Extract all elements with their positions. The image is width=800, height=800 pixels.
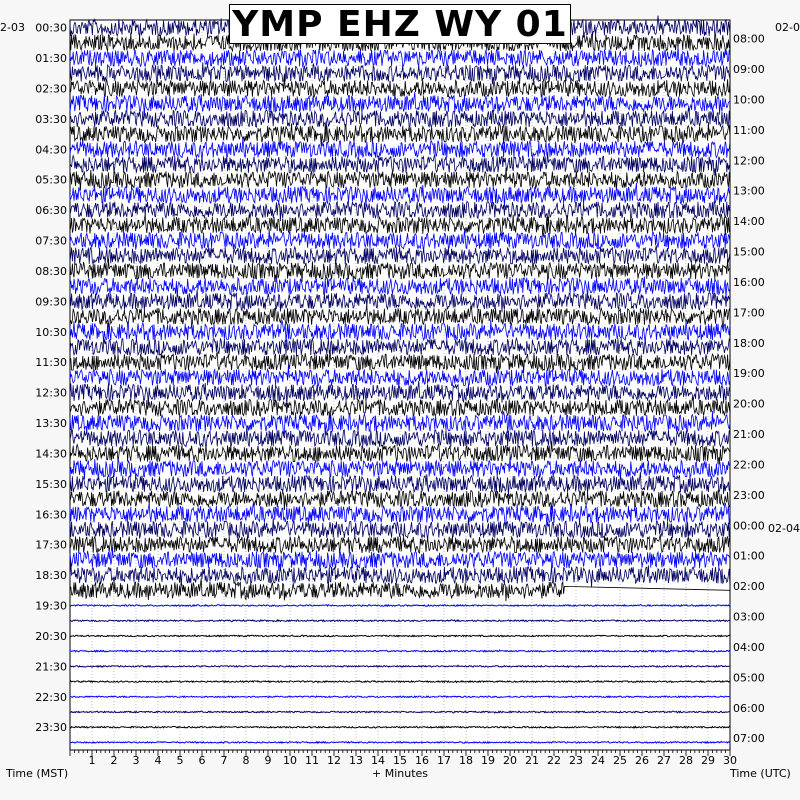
x-tick-label: 16 — [415, 754, 429, 767]
time-label-left: 23:30 — [35, 721, 67, 735]
x-tick-label: 25 — [613, 754, 627, 767]
x-tick-label: 17 — [437, 754, 451, 767]
x-tick-label: 13 — [349, 754, 363, 767]
time-label-right: 01:00 — [733, 549, 765, 563]
time-label-right: 12:00 — [733, 154, 765, 168]
time-label-left: 17:30 — [35, 538, 67, 552]
time-label-left: 21:30 — [35, 660, 67, 674]
time-label-left: 09:30 — [35, 295, 67, 309]
time-label-right: 17:00 — [733, 306, 765, 320]
time-label-right: 02:00 — [733, 580, 765, 594]
x-axis-label-left: Time (MST) — [6, 767, 69, 780]
x-tick-label: 14 — [371, 754, 385, 767]
time-label-right: 05:00 — [733, 671, 765, 685]
time-label-right: 21:00 — [733, 428, 765, 442]
time-label-left: 01:30 — [35, 52, 67, 66]
x-tick-label: 28 — [679, 754, 693, 767]
x-tick-label: 4 — [154, 754, 162, 767]
time-label-left: 20:30 — [35, 629, 67, 643]
time-label-left: 22:30 — [35, 690, 67, 704]
left-time-labels — [35, 22, 67, 735]
x-tick-label: 15 — [393, 754, 407, 767]
time-label-right: 09:00 — [733, 63, 765, 77]
x-tick-label: 10 — [283, 754, 297, 767]
time-label-right: 10:00 — [733, 93, 765, 107]
minute-axis — [70, 750, 737, 767]
x-tick-label: 20 — [503, 754, 517, 767]
right-time-labels — [733, 33, 765, 746]
time-label-right: 06:00 — [733, 701, 765, 715]
time-label-left: 11:30 — [35, 356, 67, 370]
time-label-right: 23:00 — [733, 488, 765, 502]
x-tick-label: 6 — [198, 754, 206, 767]
time-label-right: 18:00 — [733, 336, 765, 350]
time-label-right: 08:00 — [733, 32, 765, 46]
time-label-right: 15:00 — [733, 245, 765, 259]
time-label-right: 11:00 — [733, 123, 765, 137]
x-tick-label: 11 — [305, 754, 319, 767]
x-tick-label: 27 — [657, 754, 671, 767]
x-tick-label: 18 — [459, 754, 473, 767]
time-label-right: 16:00 — [733, 275, 765, 289]
x-tick-label: 2 — [110, 754, 118, 767]
time-label-right: 07:00 — [733, 732, 765, 746]
date-label-left: 2-03 — [0, 21, 25, 34]
chart-title: YMP EHZ WY 01 — [232, 3, 568, 45]
time-label-left: 19:30 — [35, 599, 67, 613]
time-label-right: 13:00 — [733, 184, 765, 198]
time-label-right: 00:00 — [733, 519, 765, 533]
date-label-right-mid: 02-04 — [768, 522, 800, 535]
x-tick-label: 9 — [264, 754, 272, 767]
time-label-left: 06:30 — [35, 204, 67, 218]
x-tick-label: 26 — [635, 754, 649, 767]
x-tick-label: 29 — [701, 754, 715, 767]
time-label-left: 14:30 — [35, 447, 67, 461]
time-label-right: 04:00 — [733, 640, 765, 654]
plot-area — [70, 20, 730, 750]
time-label-right: 22:00 — [733, 458, 765, 472]
time-label-right: 03:00 — [733, 610, 765, 624]
x-tick-label: 21 — [525, 754, 539, 767]
x-tick-label: 22 — [547, 754, 561, 767]
date-label-right: 02-0 — [775, 21, 800, 34]
title-box — [229, 4, 571, 44]
time-label-left: 00:30 — [35, 21, 67, 35]
time-label-left: 05:30 — [35, 173, 67, 187]
x-tick-label: 7 — [220, 754, 228, 767]
x-axis-label-right: Time (UTC) — [730, 767, 791, 780]
time-label-left: 10:30 — [35, 325, 67, 339]
time-label-left: 18:30 — [35, 569, 67, 583]
x-tick-label: 3 — [132, 754, 140, 767]
time-label-right: 19:00 — [733, 367, 765, 381]
time-label-right: 20:00 — [733, 397, 765, 411]
time-label-left: 04:30 — [35, 143, 67, 157]
time-label-left: 02:30 — [35, 82, 67, 96]
time-label-left: 13:30 — [35, 417, 67, 431]
x-tick-label: 30 — [723, 754, 737, 767]
time-label-right: 14:00 — [733, 215, 765, 229]
x-tick-label: 8 — [242, 754, 250, 767]
x-tick-label: 24 — [591, 754, 605, 767]
x-tick-label: 5 — [176, 754, 184, 767]
time-label-left: 07:30 — [35, 234, 67, 248]
x-tick-label: 23 — [569, 754, 583, 767]
time-label-left: 08:30 — [35, 264, 67, 278]
time-label-left: 03:30 — [35, 112, 67, 126]
time-label-left: 16:30 — [35, 508, 67, 522]
x-tick-label: 19 — [481, 754, 495, 767]
time-label-left: 15:30 — [35, 477, 67, 491]
x-axis-label-center: + Minutes — [371, 767, 429, 780]
x-tick-label: 12 — [327, 754, 341, 767]
x-tick-label: 1 — [88, 754, 96, 767]
time-label-left: 12:30 — [35, 386, 67, 400]
